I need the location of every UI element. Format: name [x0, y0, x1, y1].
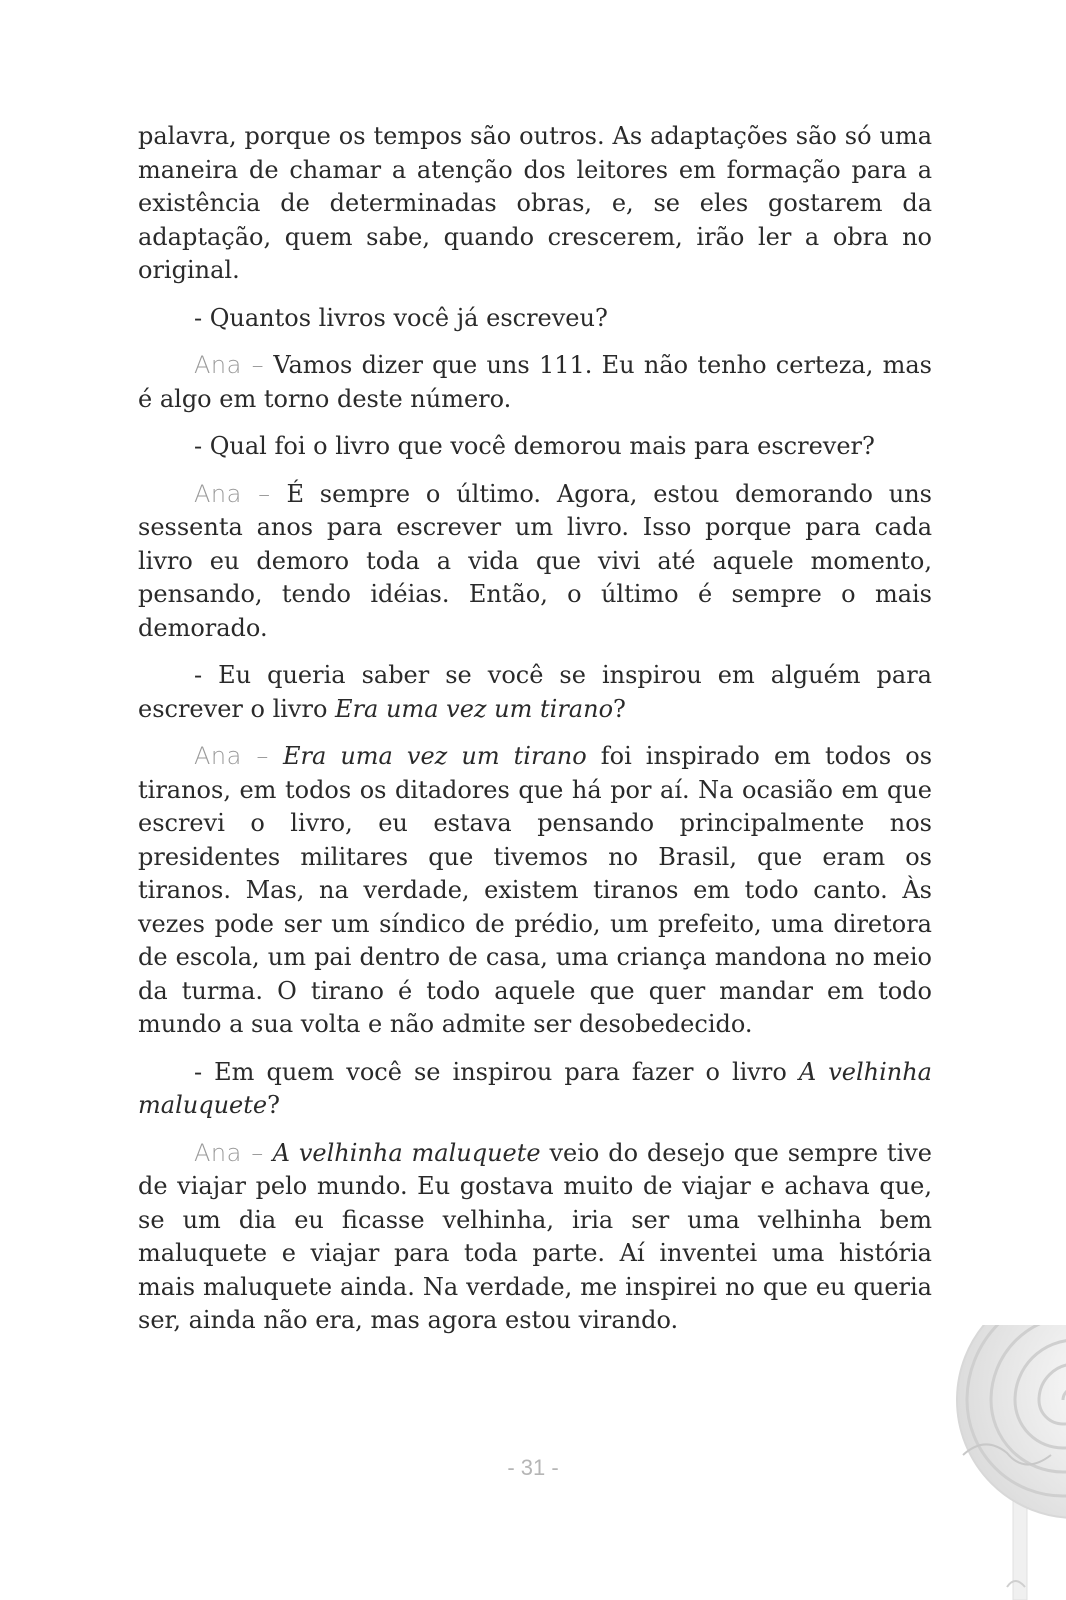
speaker-label: Ana –: [194, 1138, 264, 1167]
question-text: - Qual foi o livro que você demorou mais para escrever?: [194, 432, 875, 460]
question-text: - Em quem você se inspirou para fazer o livro: [194, 1057, 799, 1086]
question: [138, 659, 932, 726]
book-title: Era uma vez um tirano: [282, 742, 587, 770]
answer-text: É sempre o último. Agora, estou demorando uns sessenta anos para escrever um livro. Isso porque para cada livro eu demoro toda a vida que vivi até aquele momento, pensando, tendo idéias. Então, o último é sempre o mais demorado.: [138, 479, 932, 642]
question-end: ?: [613, 694, 626, 723]
answer: [138, 1137, 932, 1338]
answer-text: foi inspirado em todos os tiranos, em todos os ditadores que há por aí. Na ocasião em que escrevi o livro, eu estava pensando principalmente nos presidentes militares que tivemos no Brasil, que eram os tiranos. Mas, na verdade, existem tiranos em todo canto. Às vezes pode ser um síndico de prédio, um prefeito, uma diretora de escola, um pai dentro de casa, uma criança mandona no meio da turma. O tirano é todo aquele que quer mandar em todo mundo a sua volta e não admite ser desobedecido.: [138, 742, 933, 1038]
answer: [138, 478, 932, 646]
book-title: A velhinha maluquete: [272, 1138, 541, 1167]
answer-text: veio do desejo que sempre tive de viajar pelo mundo. Eu gostava muito de viajar e achava que, se um dia eu ficasse velhinha, iria ser uma velhinha bem maluquete e viajar para toda parte. Aí inventei uma história mais maluquete ainda. Na verdade, me inspirei no que eu queria ser, ainda não era, mas agora estou virando.: [138, 1138, 933, 1334]
question: [138, 1056, 932, 1123]
answer-text: Vamos dizer que uns 111. Eu não tenho certeza, mas é algo em torno deste número.: [138, 351, 932, 413]
page-number: - 31 -: [507, 1455, 559, 1480]
paragraph: [138, 120, 932, 288]
answer: [138, 740, 932, 1042]
answer: [138, 349, 932, 416]
speaker-label: Ana –: [194, 351, 265, 379]
book-title: Era uma vez um tirano: [335, 694, 614, 723]
paragraph-text: palavra, porque os tempos são outros. As adaptações são só uma maneira de chamar a atenção dos leitores em formação para a existência de determinadas obras, e, se eles gostarem da adaptação, quem sabe, quando crescerem, irão ler a obra no original.: [138, 122, 932, 284]
speaker-label: Ana –: [194, 479, 271, 508]
book-title: A velhinha maluquete: [138, 1057, 932, 1119]
page-body: [138, 120, 932, 1352]
speaker-label: Ana –: [194, 742, 269, 770]
lollipop-icon: [955, 1325, 1066, 1600]
question: [138, 430, 932, 464]
question: [138, 302, 932, 336]
question-text: - Eu queria saber se você se inspirou em alguém para escrever o livro: [138, 661, 932, 723]
question-end: ?: [267, 1091, 280, 1119]
question-text: - Quantos livros você já escreveu?: [194, 303, 608, 332]
